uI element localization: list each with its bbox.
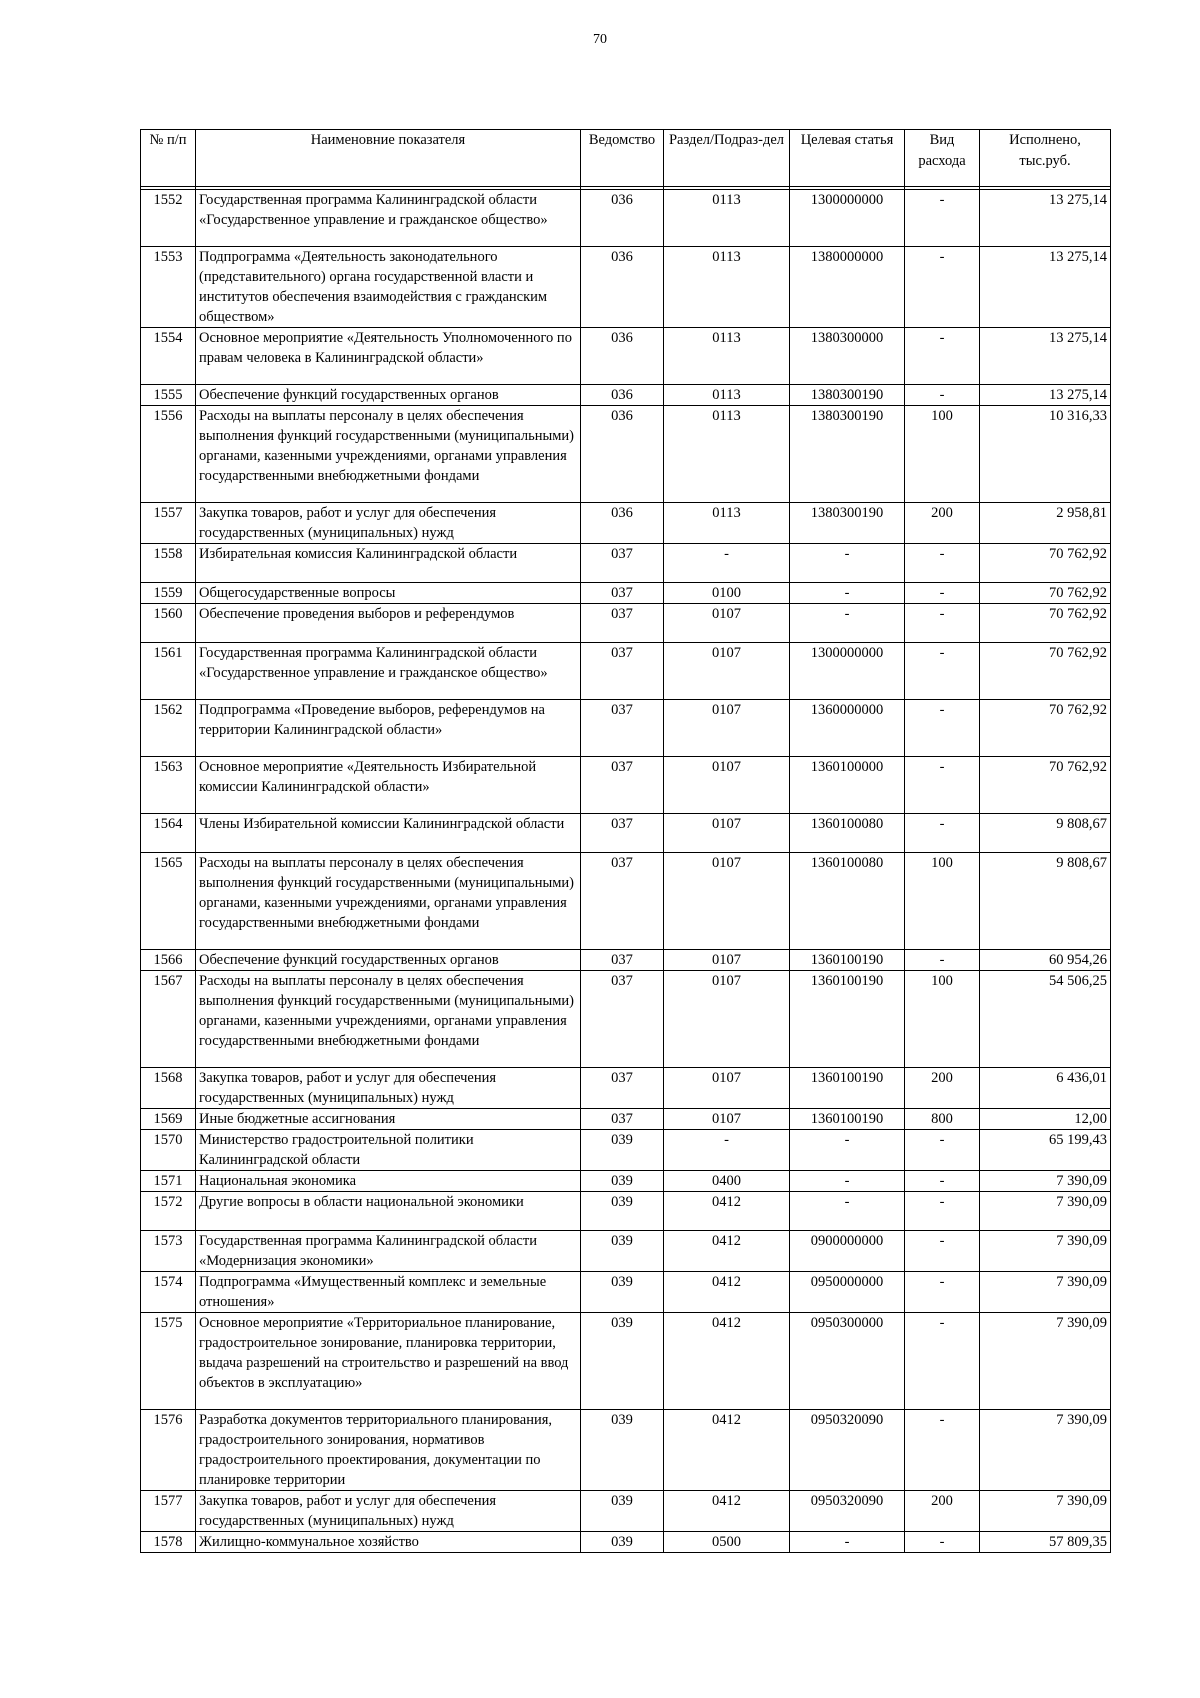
col-header-number: № п/п [141, 130, 196, 187]
cell-expense-kind: - [905, 604, 980, 643]
cell-section: 0100 [664, 583, 790, 604]
table-row [141, 328, 1111, 385]
table-row [141, 1532, 1111, 1553]
cell-expense-kind: - [905, 544, 980, 583]
table-row [141, 1068, 1111, 1109]
cell-indicator-name: Закупка товаров, работ и услуг для обеспечения государственных (муниципальных) нужд [196, 503, 581, 544]
cell-department: 037 [581, 700, 664, 757]
cell-expense-kind: - [905, 1192, 980, 1231]
cell-expense-kind: - [905, 814, 980, 853]
cell-department: 037 [581, 643, 664, 700]
cell-executed-amount: 2 958,81 [980, 503, 1111, 544]
cell-executed-amount: 7 390,09 [980, 1272, 1111, 1313]
cell-number: 1575 [141, 1313, 196, 1410]
cell-executed-amount: 7 390,09 [980, 1192, 1111, 1231]
cell-executed-amount: 70 762,92 [980, 604, 1111, 643]
cell-indicator-name: Члены Избирательной комиссии Калининградской области [196, 814, 581, 853]
table-row [141, 604, 1111, 643]
cell-section: 0107 [664, 853, 790, 950]
cell-executed-amount: 54 506,25 [980, 971, 1111, 1068]
col-header-department: Ведомство [581, 130, 664, 187]
cell-department: 036 [581, 190, 664, 247]
cell-target-article: 1360100190 [790, 1109, 905, 1130]
cell-target-article: - [790, 544, 905, 583]
cell-indicator-name: Разработка документов территориального планирования, градостроительного зонирования, нормативов градостроительного проектирования, документации по планировке территории [196, 1410, 581, 1491]
cell-section: 0107 [664, 1068, 790, 1109]
cell-executed-amount: 13 275,14 [980, 190, 1111, 247]
cell-executed-amount: 9 808,67 [980, 853, 1111, 950]
cell-target-article: - [790, 604, 905, 643]
table-row [141, 503, 1111, 544]
cell-executed-amount: 7 390,09 [980, 1231, 1111, 1272]
table-row [141, 406, 1111, 503]
cell-expense-kind: - [905, 1313, 980, 1410]
cell-indicator-name: Основное мероприятие «Деятельность Избирательной комиссии Калининградской области» [196, 757, 581, 814]
cell-expense-kind: - [905, 643, 980, 700]
table-row [141, 1272, 1111, 1313]
cell-target-article: - [790, 1130, 905, 1171]
cell-expense-kind: - [905, 700, 980, 757]
cell-number: 1553 [141, 247, 196, 328]
cell-target-article: 1360100190 [790, 1068, 905, 1109]
cell-number: 1568 [141, 1068, 196, 1109]
cell-executed-amount: 7 390,09 [980, 1491, 1111, 1532]
cell-section: 0412 [664, 1313, 790, 1410]
cell-section: 0107 [664, 643, 790, 700]
cell-target-article: 0950320090 [790, 1410, 905, 1491]
cell-indicator-name: Обеспечение функций государственных органов [196, 385, 581, 406]
cell-section: 0500 [664, 1532, 790, 1553]
cell-section: 0107 [664, 950, 790, 971]
cell-section: 0107 [664, 814, 790, 853]
cell-expense-kind: - [905, 1231, 980, 1272]
col-header-executed-amount: Исполнено, тыс.руб. [980, 130, 1111, 187]
page-number: 70 [593, 32, 607, 47]
cell-executed-amount: 13 275,14 [980, 247, 1111, 328]
cell-target-article: 1380300190 [790, 406, 905, 503]
cell-section: 0113 [664, 190, 790, 247]
cell-section: 0113 [664, 503, 790, 544]
cell-target-article: - [790, 1192, 905, 1231]
cell-number: 1563 [141, 757, 196, 814]
cell-number: 1571 [141, 1171, 196, 1192]
cell-executed-amount: 65 199,43 [980, 1130, 1111, 1171]
table-row [141, 971, 1111, 1068]
cell-target-article: 1300000000 [790, 643, 905, 700]
cell-target-article: 0900000000 [790, 1231, 905, 1272]
cell-expense-kind: 200 [905, 503, 980, 544]
cell-indicator-name: Другие вопросы в области национальной экономики [196, 1192, 581, 1231]
cell-indicator-name: Министерство градостроительной политики Калининградской области [196, 1130, 581, 1171]
cell-executed-amount: 13 275,14 [980, 385, 1111, 406]
cell-indicator-name: Жилищно-коммунальное хозяйство [196, 1532, 581, 1553]
cell-department: 037 [581, 814, 664, 853]
cell-target-article: 0950300000 [790, 1313, 905, 1410]
cell-executed-amount: 70 762,92 [980, 643, 1111, 700]
cell-target-article: 1380300000 [790, 328, 905, 385]
cell-executed-amount: 7 390,09 [980, 1313, 1111, 1410]
cell-indicator-name: Подпрограмма «Проведение выборов, референдумов на территории Калининградской области» [196, 700, 581, 757]
cell-number: 1570 [141, 1130, 196, 1171]
cell-section: 0113 [664, 247, 790, 328]
cell-department: 039 [581, 1491, 664, 1532]
table-row [141, 1109, 1111, 1130]
cell-indicator-name: Государственная программа Калининградской области «Государственное управление и гражданское общество» [196, 190, 581, 247]
cell-number: 1576 [141, 1410, 196, 1491]
cell-indicator-name: Основное мероприятие «Деятельность Уполномоченного по правам человека в Калининградской области» [196, 328, 581, 385]
cell-number: 1552 [141, 190, 196, 247]
col-header-expense-kind: Вид расхода [905, 130, 980, 187]
cell-number: 1556 [141, 406, 196, 503]
cell-target-article: 1360000000 [790, 700, 905, 757]
cell-department: 039 [581, 1532, 664, 1553]
budget-table [140, 129, 1111, 1553]
cell-number: 1574 [141, 1272, 196, 1313]
cell-number: 1572 [141, 1192, 196, 1231]
cell-target-article: 1380300190 [790, 503, 905, 544]
cell-executed-amount: 13 275,14 [980, 328, 1111, 385]
col-header-target-article: Целевая статья [790, 130, 905, 187]
table-row [141, 247, 1111, 328]
cell-target-article: - [790, 1532, 905, 1553]
cell-section: 0107 [664, 700, 790, 757]
cell-department: 036 [581, 385, 664, 406]
cell-indicator-name: Подпрограмма «Деятельность законодательного (представительного) органа государственной власти и институтов обеспечения взаимодействия с гражданским обществом» [196, 247, 581, 328]
cell-expense-kind: - [905, 190, 980, 247]
cell-number: 1564 [141, 814, 196, 853]
cell-number: 1560 [141, 604, 196, 643]
table-row [141, 1231, 1111, 1272]
cell-executed-amount: 70 762,92 [980, 544, 1111, 583]
cell-number: 1566 [141, 950, 196, 971]
table-row [141, 544, 1111, 583]
cell-section: 0113 [664, 328, 790, 385]
cell-department: 037 [581, 853, 664, 950]
cell-department: 039 [581, 1313, 664, 1410]
cell-target-article: 1380000000 [790, 247, 905, 328]
cell-target-article: 1300000000 [790, 190, 905, 247]
cell-executed-amount: 57 809,35 [980, 1532, 1111, 1553]
cell-section: 0400 [664, 1171, 790, 1192]
cell-department: 036 [581, 503, 664, 544]
cell-number: 1558 [141, 544, 196, 583]
cell-expense-kind: - [905, 950, 980, 971]
table-row [141, 583, 1111, 604]
cell-executed-amount: 70 762,92 [980, 700, 1111, 757]
cell-section: - [664, 544, 790, 583]
cell-executed-amount: 60 954,26 [980, 950, 1111, 971]
cell-target-article: 0950320090 [790, 1491, 905, 1532]
cell-executed-amount: 7 390,09 [980, 1410, 1111, 1491]
table-row [141, 1491, 1111, 1532]
cell-number: 1573 [141, 1231, 196, 1272]
cell-indicator-name: Закупка товаров, работ и услуг для обеспечения государственных (муниципальных) нужд [196, 1068, 581, 1109]
cell-department: 036 [581, 328, 664, 385]
cell-number: 1557 [141, 503, 196, 544]
cell-department: 039 [581, 1192, 664, 1231]
cell-section: 0107 [664, 971, 790, 1068]
cell-expense-kind: 100 [905, 406, 980, 503]
cell-expense-kind: - [905, 328, 980, 385]
table-row [141, 385, 1111, 406]
cell-indicator-name: Обеспечение проведения выборов и референдумов [196, 604, 581, 643]
cell-expense-kind: - [905, 385, 980, 406]
cell-number: 1567 [141, 971, 196, 1068]
table-row [141, 950, 1111, 971]
cell-department: 039 [581, 1272, 664, 1313]
cell-section: 0107 [664, 604, 790, 643]
cell-number: 1565 [141, 853, 196, 950]
cell-expense-kind: - [905, 757, 980, 814]
cell-expense-kind: 200 [905, 1491, 980, 1532]
cell-number: 1562 [141, 700, 196, 757]
cell-section: 0412 [664, 1272, 790, 1313]
cell-target-article: 1360100000 [790, 757, 905, 814]
table-row [141, 1410, 1111, 1491]
cell-expense-kind: - [905, 1171, 980, 1192]
cell-expense-kind: 100 [905, 853, 980, 950]
cell-department: 039 [581, 1130, 664, 1171]
cell-section: 0113 [664, 406, 790, 503]
col-header-section: Раздел/Подраз-дел [664, 130, 790, 187]
cell-expense-kind: 200 [905, 1068, 980, 1109]
cell-target-article: - [790, 583, 905, 604]
cell-expense-kind: - [905, 1272, 980, 1313]
cell-department: 037 [581, 583, 664, 604]
cell-executed-amount: 70 762,92 [980, 583, 1111, 604]
cell-number: 1555 [141, 385, 196, 406]
cell-target-article: 1360100080 [790, 853, 905, 950]
cell-number: 1561 [141, 643, 196, 700]
cell-number: 1577 [141, 1491, 196, 1532]
cell-indicator-name: Государственная программа Калининградской области «Государственное управление и гражданское общество» [196, 643, 581, 700]
table-row [141, 853, 1111, 950]
cell-indicator-name: Иные бюджетные ассигнования [196, 1109, 581, 1130]
cell-department: 037 [581, 544, 664, 583]
header-row [141, 130, 1111, 187]
cell-number: 1559 [141, 583, 196, 604]
cell-department: 037 [581, 757, 664, 814]
cell-department: 037 [581, 971, 664, 1068]
cell-department: 036 [581, 406, 664, 503]
table-row [141, 1313, 1111, 1410]
cell-indicator-name: Расходы на выплаты персоналу в целях обеспечения выполнения функций государственными (муниципальными) органами, казенными учреждениями, органами управления государственными внебюджетными фондами [196, 971, 581, 1068]
cell-executed-amount: 10 316,33 [980, 406, 1111, 503]
cell-department: 037 [581, 604, 664, 643]
cell-expense-kind: - [905, 583, 980, 604]
cell-executed-amount: 9 808,67 [980, 814, 1111, 853]
table-row [141, 814, 1111, 853]
cell-section: 0107 [664, 757, 790, 814]
cell-department: 037 [581, 950, 664, 971]
cell-number: 1578 [141, 1532, 196, 1553]
cell-department: 039 [581, 1231, 664, 1272]
cell-section: 0412 [664, 1231, 790, 1272]
cell-executed-amount: 70 762,92 [980, 757, 1111, 814]
cell-section: 0412 [664, 1491, 790, 1532]
cell-expense-kind: - [905, 1410, 980, 1491]
cell-section: - [664, 1130, 790, 1171]
cell-indicator-name: Расходы на выплаты персоналу в целях обеспечения выполнения функций государственными (муниципальными) органами, казенными учреждениями, органами управления государственными внебюджетными фондами [196, 853, 581, 950]
table-row [141, 757, 1111, 814]
table-row [141, 1192, 1111, 1231]
cell-indicator-name: Государственная программа Калининградской области «Модернизация экономики» [196, 1231, 581, 1272]
cell-department: 037 [581, 1109, 664, 1130]
cell-indicator-name: Избирательная комиссия Калининградской области [196, 544, 581, 583]
cell-indicator-name: Основное мероприятие «Территориальное планирование, градостроительное зонирование, планировка территории, выдача разрешений на строительство и разрешений на ввод объектов в эксплуатацию» [196, 1313, 581, 1410]
cell-target-article: - [790, 1171, 905, 1192]
cell-section: 0412 [664, 1410, 790, 1491]
table-row [141, 190, 1111, 247]
cell-indicator-name: Общегосударственные вопросы [196, 583, 581, 604]
cell-department: 037 [581, 1068, 664, 1109]
cell-target-article: 0950000000 [790, 1272, 905, 1313]
cell-department: 039 [581, 1171, 664, 1192]
cell-executed-amount: 6 436,01 [980, 1068, 1111, 1109]
cell-section: 0113 [664, 385, 790, 406]
cell-target-article: 1360100190 [790, 971, 905, 1068]
cell-department: 039 [581, 1410, 664, 1491]
table-row [141, 1130, 1111, 1171]
cell-expense-kind: - [905, 1532, 980, 1553]
cell-target-article: 1360100190 [790, 950, 905, 971]
table-row [141, 643, 1111, 700]
cell-indicator-name: Подпрограмма «Имущественный комплекс и земельные отношения» [196, 1272, 581, 1313]
cell-target-article: 1380300190 [790, 385, 905, 406]
cell-indicator-name: Закупка товаров, работ и услуг для обеспечения государственных (муниципальных) нужд [196, 1491, 581, 1532]
cell-section: 0412 [664, 1192, 790, 1231]
cell-indicator-name: Расходы на выплаты персоналу в целях обеспечения выполнения функций государственными (муниципальными) органами, казенными учреждениями, органами управления государственными внебюджетными фондами [196, 406, 581, 503]
cell-expense-kind: 800 [905, 1109, 980, 1130]
cell-number: 1569 [141, 1109, 196, 1130]
cell-expense-kind: - [905, 247, 980, 328]
cell-executed-amount: 7 390,09 [980, 1171, 1111, 1192]
cell-expense-kind: 100 [905, 971, 980, 1068]
cell-expense-kind: - [905, 1130, 980, 1171]
cell-section: 0107 [664, 1109, 790, 1130]
table-row [141, 700, 1111, 757]
cell-indicator-name: Обеспечение функций государственных органов [196, 950, 581, 971]
cell-number: 1554 [141, 328, 196, 385]
cell-target-article: 1360100080 [790, 814, 905, 853]
col-header-name: Наименовние показателя [196, 130, 581, 187]
table-row [141, 1171, 1111, 1192]
cell-indicator-name: Национальная экономика [196, 1171, 581, 1192]
cell-executed-amount: 12,00 [980, 1109, 1111, 1130]
cell-department: 036 [581, 247, 664, 328]
